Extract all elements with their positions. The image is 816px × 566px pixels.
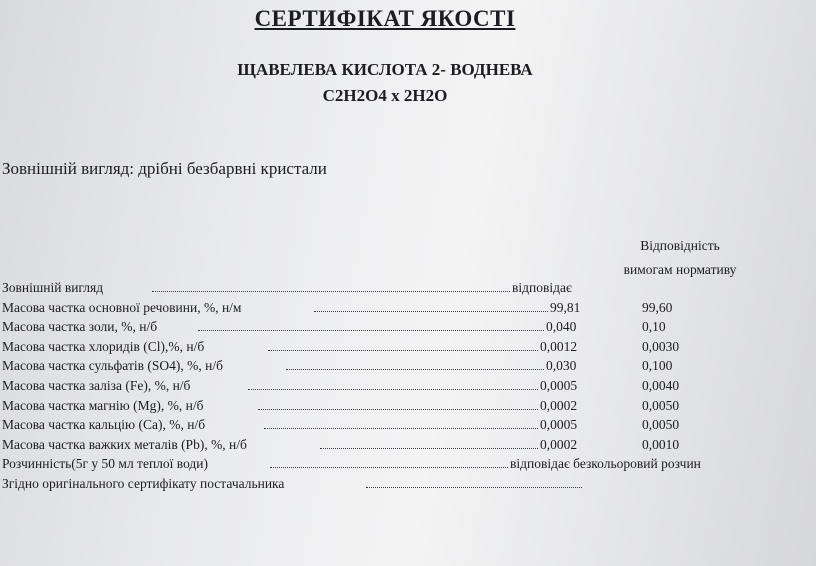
row-norm: 0,0050	[642, 417, 680, 433]
row-norm: 0,0040	[642, 377, 680, 393]
table-row	[2, 298, 782, 318]
table-row	[2, 337, 782, 357]
row-value: 0,0005	[540, 417, 578, 433]
row-label: Масова частка важких металів (Pb), %, н/б	[2, 436, 247, 452]
table-row	[2, 396, 782, 416]
row-norm: 0,0030	[642, 338, 680, 354]
dotted-leader	[270, 467, 508, 468]
compliance-header-line1: Відповідність	[640, 238, 720, 253]
table-row	[2, 415, 782, 435]
row-value: 0,0012	[540, 338, 578, 354]
appearance-description: Зовнішній вигляд: дрібні безбарвні кристали	[2, 159, 327, 178]
chemical-formula: С2Н2О4 х 2Н2О	[322, 86, 448, 105]
dotted-leader	[314, 311, 548, 312]
row-norm: 0,10	[642, 319, 666, 335]
row-label: Масова частка основної речовини, %, н/м	[2, 299, 242, 315]
row-label: Масова частка магнію (Mg), %, н/б	[2, 397, 204, 413]
compliance-column-header	[600, 234, 760, 282]
dotted-leader	[198, 330, 544, 331]
dotted-leader	[320, 448, 538, 449]
row-value: 0,0002	[540, 397, 578, 413]
row-value: 0,0002	[540, 436, 578, 452]
row-value: 0,0005	[540, 377, 578, 393]
table-row	[2, 317, 782, 337]
table-row	[2, 474, 782, 494]
table-row	[2, 356, 782, 376]
row-label: Масова частка заліза (Fe), %, н/б	[2, 377, 191, 393]
row-norm: 0,100	[642, 358, 673, 374]
table-row	[2, 454, 782, 474]
table-row	[2, 376, 782, 396]
row-value: 0,030	[546, 358, 577, 374]
row-value: відповідає	[512, 280, 572, 295]
row-label: Розчинність(5г у 50 мл теплої води)	[2, 456, 209, 472]
compliance-header-line2: вимогам нормативу	[623, 262, 737, 277]
row-value: 99,81	[550, 299, 581, 315]
dotted-leader	[366, 487, 582, 488]
row-norm: 0,0010	[642, 436, 680, 452]
row-label: Масова частка кальцію (Са), %, н/б	[2, 417, 206, 433]
row-norm: 0,0050	[642, 397, 680, 413]
row-value: 0,040	[546, 319, 577, 335]
row-label: Масова частка сульфатів (SO4), %, н/б	[2, 358, 223, 374]
certificate-title: СЕРТИФІКАТ ЯКОСТІ	[254, 6, 516, 31]
dotted-leader	[264, 428, 538, 429]
row-label: Згідно оригінального сертифікату постачальника	[2, 475, 285, 491]
table-row	[2, 278, 782, 298]
dotted-leader	[152, 291, 510, 292]
row-label: Масова частка золи, %, н/б	[2, 319, 158, 335]
row-label: Зовнішній вигляд	[2, 280, 104, 295]
dotted-leader	[248, 389, 538, 390]
row-label: Масова частка хлоридів (Cl),%, н/б	[2, 338, 205, 354]
quality-table	[2, 278, 782, 494]
table-row	[2, 435, 782, 455]
dotted-leader	[268, 350, 538, 351]
row-norm: 99,60	[642, 299, 673, 315]
product-name: ЩАВЕЛЕВА КИСЛОТА 2- ВОДНЕВА	[237, 60, 533, 79]
row-value: відповідає безкольоровий розчин	[510, 456, 701, 472]
dotted-leader	[258, 409, 538, 410]
dotted-leader	[286, 369, 544, 370]
